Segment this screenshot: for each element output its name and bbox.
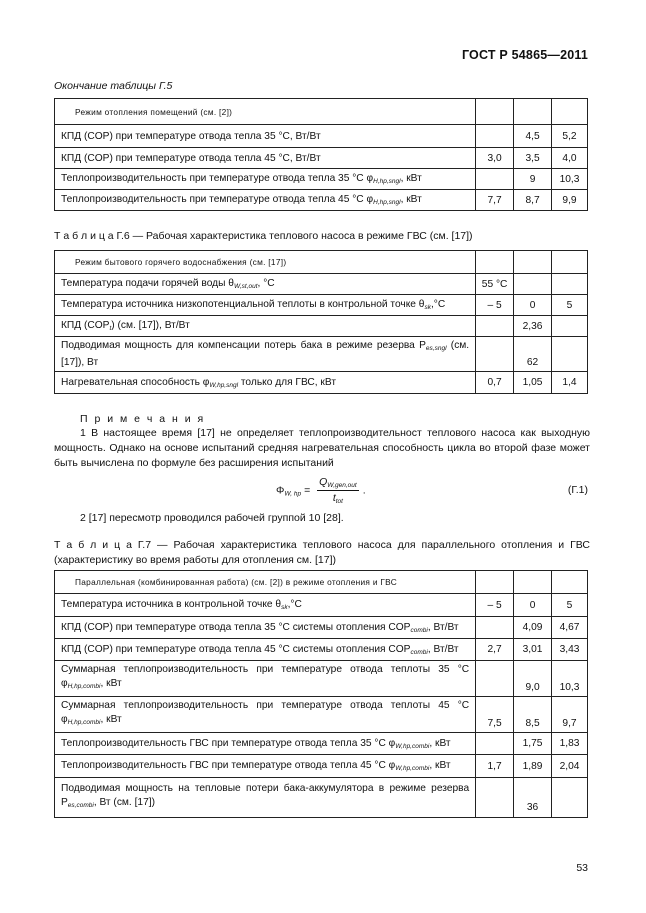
cell-value: 0 bbox=[514, 594, 552, 617]
row-label: КПД (COP) при температуре отвода тепла 45 °С, Вт/Вт bbox=[55, 148, 476, 169]
note-2: 2 [17] пересмотр проводился рабочей группой 10 [28]. bbox=[80, 512, 344, 524]
document-id: ГОСТ Р 54865—2011 bbox=[461, 48, 588, 62]
cell-value: 3,0 bbox=[476, 148, 514, 169]
cell-value: 4,5 bbox=[514, 125, 552, 148]
row-label: Температура источника низкопотенциальной теплоты в контрольной точке $\theta_{sk},^\circ С$ bbox=[55, 295, 476, 316]
table-row bbox=[55, 755, 588, 778]
table-row bbox=[55, 617, 588, 639]
cell-value: 1,83 bbox=[552, 733, 588, 755]
cell-value: 1,75 bbox=[514, 733, 552, 755]
table-row bbox=[55, 316, 588, 337]
cell-value: 7,5 bbox=[476, 697, 514, 733]
cell-value: 4,67 bbox=[552, 617, 588, 639]
row-label: Суммарная теплопроизводительность при температуре отвода теплоты 45 °С $\varphi_{H,hp,combi}$, кВт bbox=[55, 697, 476, 733]
row-label: Температура подачи горячей воды $\theta_{W,st,out}$, °С bbox=[55, 274, 476, 295]
table-g7-caption: Т а б л и ц а Г.7 — Рабочая характеристика теплового насоса для параллельного отопления и ГВС (характеристику во время работы для отопления см. [17]) bbox=[54, 539, 590, 566]
cell-value: 1,89 bbox=[514, 755, 552, 778]
cell-value bbox=[476, 316, 514, 337]
cell-value: – 5 bbox=[476, 295, 514, 316]
cell-value: 8,5 bbox=[514, 697, 552, 733]
cell-value: 2,04 bbox=[552, 755, 588, 778]
cell-value: 1,4 bbox=[552, 372, 588, 394]
table-row bbox=[55, 778, 588, 818]
cell-value: 9,7 bbox=[552, 697, 588, 733]
cell-value bbox=[552, 274, 588, 295]
cell-value: 4,0 bbox=[552, 148, 588, 169]
table-g5 bbox=[54, 98, 588, 211]
row-label: Температура источника в контрольной точке $\theta_{sk},^\circ С$ bbox=[55, 594, 476, 617]
cell-value: 36 bbox=[514, 778, 552, 818]
cell-value: 9,0 bbox=[514, 661, 552, 697]
table-g6-caption: Т а б л и ц а Г.6 — Рабочая характеристика теплового насоса в режиме ГВС (см. [17]) bbox=[54, 230, 473, 242]
cell-value bbox=[476, 733, 514, 755]
row-label: Нагревательная способность $\varphi_{W,hp,sngl}$ только для ГВС, кВт bbox=[55, 372, 476, 394]
cell-value: 8,7 bbox=[514, 190, 552, 211]
cell-value: 55 °С bbox=[476, 274, 514, 295]
table-g5-caption: Окончание таблицы Г.5 bbox=[54, 80, 173, 92]
cell-value: 5 bbox=[552, 295, 588, 316]
cell-value: 5 bbox=[552, 594, 588, 617]
cell-value: 62 bbox=[514, 337, 552, 372]
table-row bbox=[55, 594, 588, 617]
table-row bbox=[55, 733, 588, 755]
row-label: Теплопроизводительность при температуре отвода тепла 35 °С $\varphi_{H,hp,sngl}$, кВт bbox=[55, 169, 476, 190]
cell-value: 4,09 bbox=[514, 617, 552, 639]
row-label: КПД (COP) при температуре отвода тепла 35 °С, Вт/Вт bbox=[55, 125, 476, 148]
row-label: Теплопроизводительность ГВС при температуре отвода тепла 35 °С $\varphi_{W,hp,combi}$, кВт bbox=[55, 733, 476, 755]
row-label: Суммарная теплопроизводительность при температуре отвода теплоты 35 °С $\varphi_{H,hp,combi}$, кВт bbox=[55, 661, 476, 697]
cell-value: 1,7 bbox=[476, 755, 514, 778]
note-1: 1 В настоящее время [17] не определяет теплопроизводительност теплового насоса как выходную мощность. Однако на основе испытаний средняя нагревательная способность цикла во второй фазе может быть вычислена по формуле без расширения испытаний bbox=[54, 427, 590, 469]
cell-value: 2,7 bbox=[476, 639, 514, 661]
table-row bbox=[55, 697, 588, 733]
row-label: КПД (COP) при температуре отвода тепла 45 °С системы отопления $COP_{combi}$, Вт/Вт bbox=[55, 639, 476, 661]
cell-value bbox=[476, 125, 514, 148]
table-g7 bbox=[54, 570, 588, 818]
table-row bbox=[55, 190, 588, 211]
table-row bbox=[55, 148, 588, 169]
table-row bbox=[55, 274, 588, 295]
cell-value: 1,05 bbox=[514, 372, 552, 394]
table-row bbox=[55, 639, 588, 661]
cell-value: 9,9 bbox=[552, 190, 588, 211]
cell-value bbox=[476, 337, 514, 372]
row-label: КПД (COP) при температуре отвода тепла 35 °С системы отопления $COP_{combi}$, Вт/Вт bbox=[55, 617, 476, 639]
cell-value bbox=[476, 617, 514, 639]
cell-value: 9 bbox=[514, 169, 552, 190]
table-row bbox=[55, 125, 588, 148]
cell-value: 3,01 bbox=[514, 639, 552, 661]
table-row bbox=[55, 661, 588, 697]
cell-value: 0,7 bbox=[476, 372, 514, 394]
table-header: Режим бытового горячего водоснабжения (см. [17]) bbox=[55, 251, 476, 274]
cell-value: 3,43 bbox=[552, 639, 588, 661]
table-row bbox=[55, 169, 588, 190]
row-label: Подводимая мощность на тепловые потери бака-аккумулятора в режиме резерва $P_{es,combi}$, Вт (см. [17]) bbox=[55, 778, 476, 818]
cell-value bbox=[476, 169, 514, 190]
table-row bbox=[55, 372, 588, 394]
cell-value: 10,3 bbox=[552, 661, 588, 697]
cell-value: 2,36 bbox=[514, 316, 552, 337]
table-row bbox=[55, 295, 588, 316]
row-label: КПД $(COP_t)$ (см. [17]), Вт/Вт bbox=[55, 316, 476, 337]
row-label: Теплопроизводительность при температуре отвода тепла 45 °С $\varphi_{H,hp,sngl}$, кВт bbox=[55, 190, 476, 211]
cell-value bbox=[552, 778, 588, 818]
cell-value bbox=[552, 316, 588, 337]
cell-value: – 5 bbox=[476, 594, 514, 617]
cell-value: 3,5 bbox=[514, 148, 552, 169]
cell-value bbox=[476, 778, 514, 818]
table-header: Режим отопления помещений (см. [2]) bbox=[55, 99, 476, 125]
formula-number: (Г.1) bbox=[567, 484, 588, 496]
notes-title: П р и м е ч а н и я bbox=[80, 413, 206, 425]
row-label: Теплопроизводительность ГВС при температуре отвода тепла 45 °С $\varphi_{W,hp,combi}$, кВт bbox=[55, 755, 476, 778]
cell-value: 10,3 bbox=[552, 169, 588, 190]
cell-value bbox=[476, 661, 514, 697]
table-g6 bbox=[54, 250, 588, 394]
table-header: Параллельная (комбинированная работа) (см. [2]) в режиме отопления и ГВС bbox=[55, 571, 476, 594]
cell-value bbox=[552, 337, 588, 372]
cell-value: 5,2 bbox=[552, 125, 588, 148]
cell-value bbox=[514, 274, 552, 295]
table-row bbox=[55, 337, 588, 372]
cell-value: 7,7 bbox=[476, 190, 514, 211]
cell-value: 0 bbox=[514, 295, 552, 316]
row-label: Подводимая мощность для компенсации потерь бака в режиме резерва $P_{es,sngl}$ (см. [17]), Вт bbox=[55, 337, 476, 372]
page-number: 53 bbox=[576, 862, 588, 874]
formula-g1: $\Phi_{W, hp}$ = $\frac{Q_{W,gen,out}}{t_{tot}}$ . bbox=[276, 476, 366, 505]
